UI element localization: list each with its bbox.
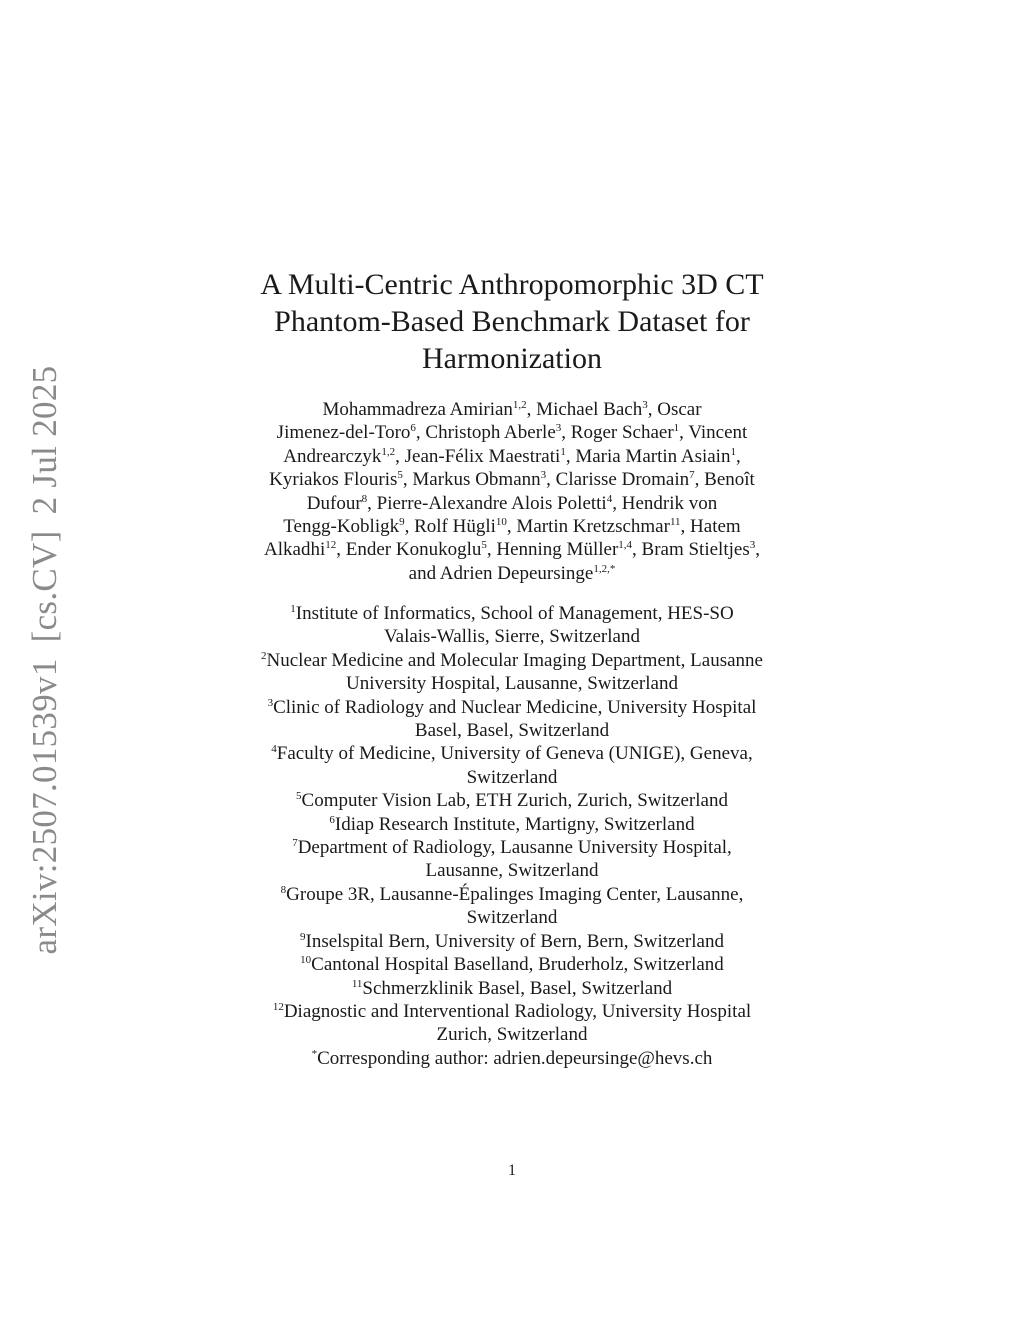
affiliation-8-cont: Switzerland — [466, 907, 558, 929]
corresponding-author: *Corresponding author: adrien.depeursinge@hevs.ch — [311, 1047, 713, 1069]
page-number: 1 — [508, 1162, 516, 1179]
author-line: Kyriakos Flouris$^5$, Markus Obmann$^3$, Clarisse Dromain$^7$, Benoît — [269, 469, 755, 491]
author-line: Tengg-Kobligk$^9$, Rolf Hügli$^{10}$, Martin Kretzschmar$^{11}$, Hatem — [283, 516, 741, 538]
arxiv-identifier: arXiv:2507.01539v1 — [25, 658, 64, 955]
arxiv-date: 2 Jul 2025 — [25, 365, 64, 515]
author-list — [200, 398, 824, 585]
affiliation-3-cont: Basel, Basel, Switzerland — [414, 720, 610, 742]
affiliation-1: $^1$Institute of Informatics, School of Management, HES-SO — [290, 603, 734, 624]
affiliation-11: $^{11}$Schmerzklinik Basel, Basel, Switzerland — [351, 977, 673, 999]
title-line: A Multi-Centric Anthropomorphic 3D CT — [260, 268, 764, 301]
arxiv-stamp — [25, 366, 65, 955]
author-line: Dufour$^8$, Pierre-Alexandre Alois Poletti$^4$, Hendrik von — [306, 492, 718, 514]
affiliation-2: $^2$Nuclear Medicine and Molecular Imaging Department, Lausanne — [261, 649, 763, 671]
title-line: Phantom-Based Benchmark Dataset for — [274, 305, 750, 338]
affiliation-8: $^8$Groupe 3R, Lausanne-Épalinges Imaging Center, Lausanne, — [280, 883, 744, 905]
affiliation-list — [200, 602, 824, 1070]
author-line: Jimenez-del-Toro$^6$, Christoph Aberle$^3$, Roger Schaer$^1$, Vincent — [276, 422, 748, 444]
affiliation-1-cont: Valais-Wallis, Sierre, Switzerland — [384, 626, 640, 648]
author-line: and Adrien Depeursinge$^{1,2,*}$ — [408, 562, 616, 584]
affiliation-6: $^6$Idiap Research Institute, Martigny, Switzerland — [329, 813, 695, 835]
affiliation-2-cont: University Hospital, Lausanne, Switzerland — [346, 673, 678, 695]
affiliation-10: $^{10}$Cantonal Hospital Baselland, Bruderholz, Switzerland — [300, 954, 724, 976]
arxiv-category: [cs.CV] — [25, 530, 64, 643]
affiliation-9: $^9$Inselspital Bern, University of Bern, Bern, Switzerland — [300, 930, 724, 952]
author-line: Mohammadreza Amirian$^{1,2}$, Michael Bach$^3$, Oscar — [322, 399, 702, 420]
affiliation-12-cont: Zurich, Switzerland — [436, 1024, 588, 1046]
author-line: Andrearczyk$^{1,2}$, Jean-Félix Maestrati$^1$, Maria Martin Asiain$^1$, — [283, 445, 741, 467]
paper-title — [212, 266, 812, 377]
affiliation-4-cont: Switzerland — [466, 766, 558, 788]
affiliation-5: $^5$Computer Vision Lab, ETH Zurich, Zurich, Switzerland — [296, 790, 728, 812]
title-line: Harmonization — [422, 342, 602, 375]
affiliation-7: $^7$Department of Radiology, Lausanne University Hospital, — [292, 837, 732, 859]
affiliation-3: $^3$Clinic of Radiology and Nuclear Medicine, University Hospital — [267, 696, 757, 718]
affiliation-4: $^4$Faculty of Medicine, University of Geneva (UNIGE), Geneva, — [271, 743, 753, 765]
affiliation-7-cont: Lausanne, Switzerland — [425, 860, 599, 882]
affiliation-12: $^{12}$Diagnostic and Interventional Radiology, University Hospital — [272, 1000, 752, 1022]
author-line: Alkadhi$^{12}$, Ender Konukoglu$^5$, Henning Müller$^{1,4}$, Bram Stieltjes$^3$, — [264, 539, 760, 561]
